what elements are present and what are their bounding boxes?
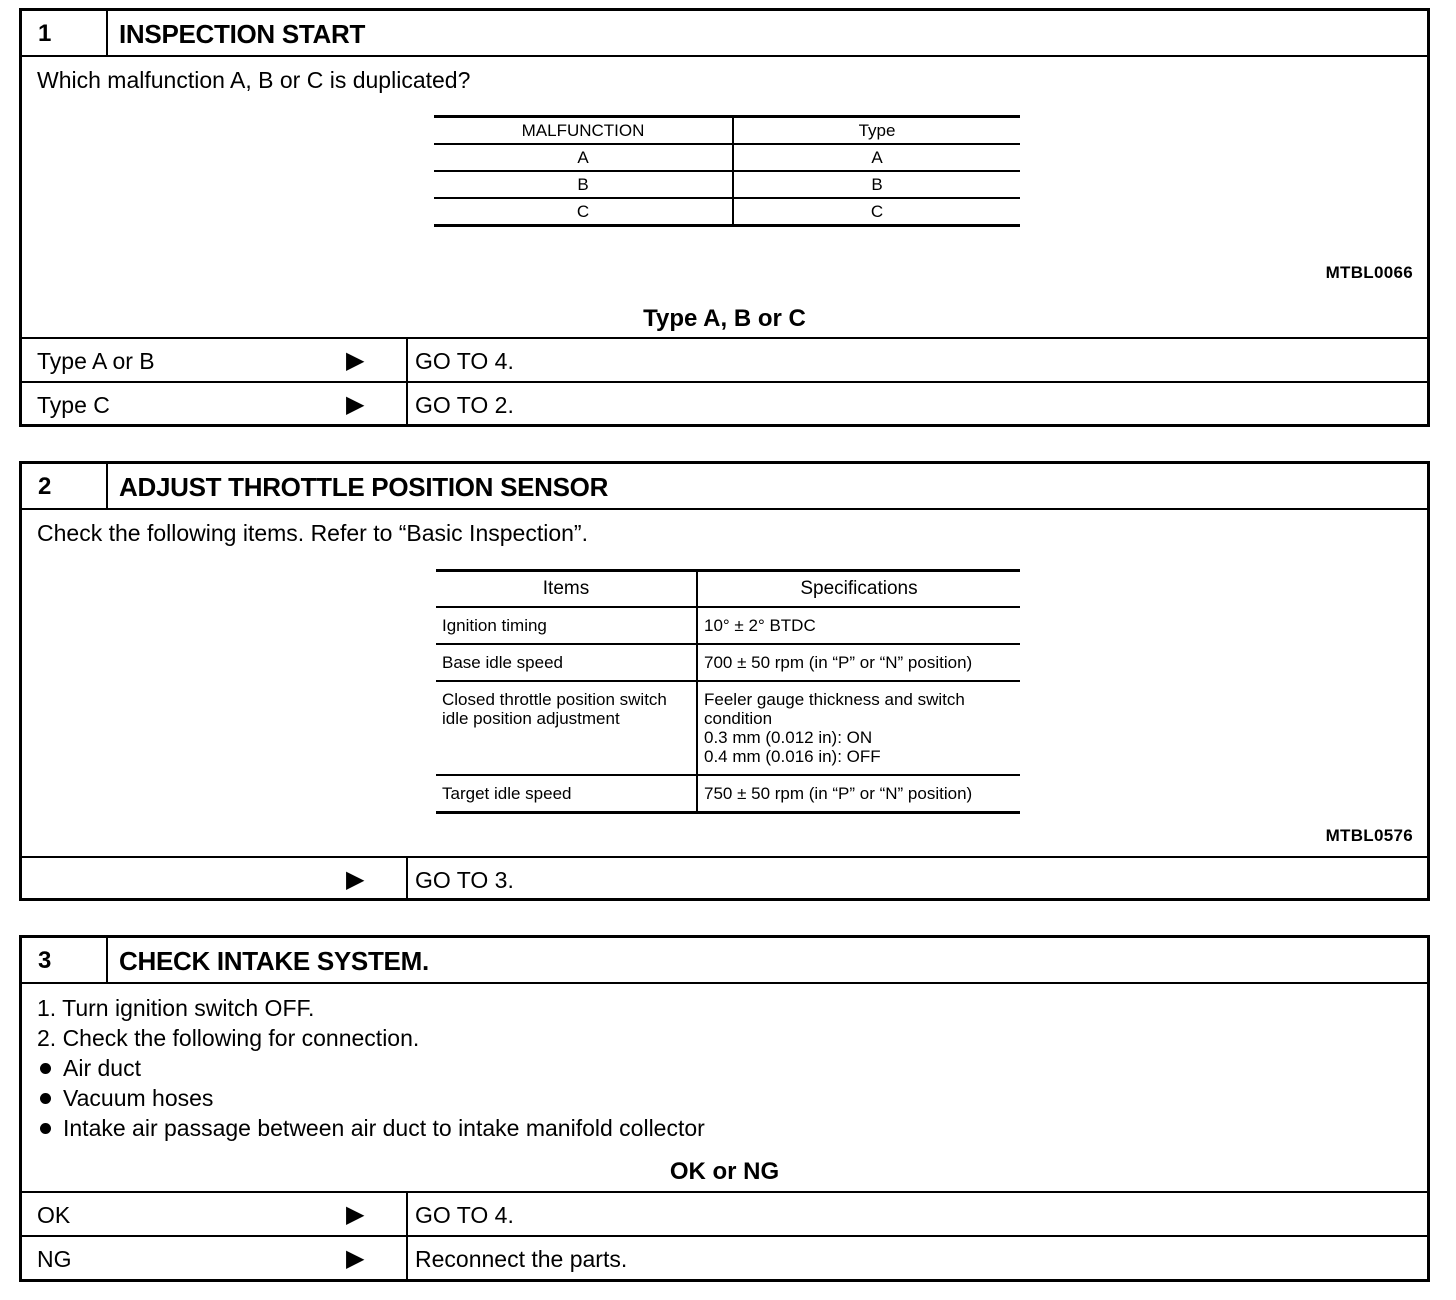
arrow-icon: ▶ — [346, 1245, 365, 1272]
result-label: Type A, B or C — [643, 305, 806, 332]
step-1-header — [22, 11, 1427, 57]
table-cell: Base idle speed — [436, 644, 697, 681]
table-row — [436, 775, 1020, 813]
list-item: 1. Turn ignition switch OFF. — [37, 995, 315, 1021]
step-3-header — [22, 938, 1427, 984]
table-cell: C — [434, 198, 733, 226]
table-row — [436, 644, 1020, 681]
table-cell: Ignition timing — [436, 607, 697, 644]
arrow-icon: ▶ — [346, 347, 365, 374]
arrow-icon: ▶ — [346, 866, 365, 893]
outcome-row — [22, 1235, 1427, 1281]
table-row — [434, 171, 1020, 198]
table-row — [434, 198, 1020, 226]
outcome-label: NG — [37, 1246, 72, 1272]
table-cell: C — [870, 201, 884, 221]
table-cell: 750 ± 50 rpm (in “P” or “N” position) — [704, 784, 973, 803]
outcome-result: GO TO 2. — [415, 392, 514, 418]
bullet-icon — [40, 1093, 51, 1104]
step-title: CHECK INTAKE SYSTEM. — [119, 946, 429, 976]
outcome-row — [22, 856, 1427, 900]
table-cell: 10° ± 2° BTDC — [697, 607, 1020, 644]
step-3-box — [19, 935, 1430, 1282]
outcome-result: GO TO 4. — [415, 348, 514, 374]
table-cell: A — [434, 144, 733, 171]
step-number: 2 — [22, 464, 108, 508]
step-title: ADJUST THROTTLE POSITION SENSOR — [119, 472, 609, 502]
step-number: 3 — [22, 938, 108, 982]
outcome-row — [22, 381, 1427, 426]
table-cell: Target idle speed — [436, 775, 697, 813]
list-item: Air duct — [37, 1053, 705, 1083]
table-cell: 700 ± 50 rpm (in “P” or “N” position) — [697, 644, 1020, 681]
table-cell: B — [434, 171, 733, 198]
outcome-result: Reconnect the parts. — [415, 1246, 628, 1272]
table-cell: Closed throttle position switch idle position adjustment — [436, 681, 697, 775]
specifications-table — [436, 569, 1020, 814]
table-header: Type — [733, 117, 1020, 145]
list-item: Intake air passage between air duct to intake manifold collector — [37, 1113, 705, 1143]
table-row — [436, 607, 1020, 644]
table-header: Specifications — [697, 571, 1020, 608]
table-row — [434, 144, 1020, 171]
table-code: MTBL0576 — [1325, 826, 1413, 845]
table-code: MTBL0066 — [1325, 263, 1413, 282]
step-title: INSPECTION START — [119, 19, 366, 49]
outcome-row — [22, 337, 1427, 381]
outcome-label: Type C — [37, 392, 110, 418]
step-2-box — [19, 461, 1430, 901]
arrow-icon: ▶ — [346, 1201, 365, 1228]
step-list — [37, 993, 705, 1143]
step-1-box — [19, 8, 1430, 427]
list-item: 2. Check the following for connection. — [37, 1025, 420, 1051]
step-question: Which malfunction A, B or C is duplicated? — [37, 67, 471, 93]
table-cell: B — [733, 171, 1020, 198]
bullet-icon — [40, 1063, 51, 1074]
step-number: 1 — [22, 11, 108, 55]
table-cell: A — [733, 144, 1020, 171]
step-2-header — [22, 464, 1427, 510]
outcome-result: GO TO 3. — [415, 867, 514, 893]
table-header: MALFUNCTION — [434, 117, 733, 145]
result-label: OK or NG — [669, 1158, 780, 1185]
table-cell: Feeler gauge thickness and switch condition 0.3 mm (0.012 in): ON 0.4 mm (0.016 in): OFF — [697, 681, 1020, 775]
step-instruction: Check the following items. Refer to “Basic Inspection”. — [37, 520, 588, 546]
malfunction-table — [434, 115, 1020, 227]
table-row — [436, 681, 1020, 775]
outcome-result: GO TO 4. — [415, 1202, 514, 1228]
table-header: Items — [436, 571, 697, 608]
outcome-label: Type A or B — [37, 348, 155, 374]
list-item: Vacuum hoses — [37, 1083, 705, 1113]
outcome-row — [22, 1191, 1427, 1235]
outcome-label: OK — [37, 1202, 71, 1228]
bullet-icon — [40, 1123, 51, 1134]
arrow-icon: ▶ — [346, 391, 365, 418]
